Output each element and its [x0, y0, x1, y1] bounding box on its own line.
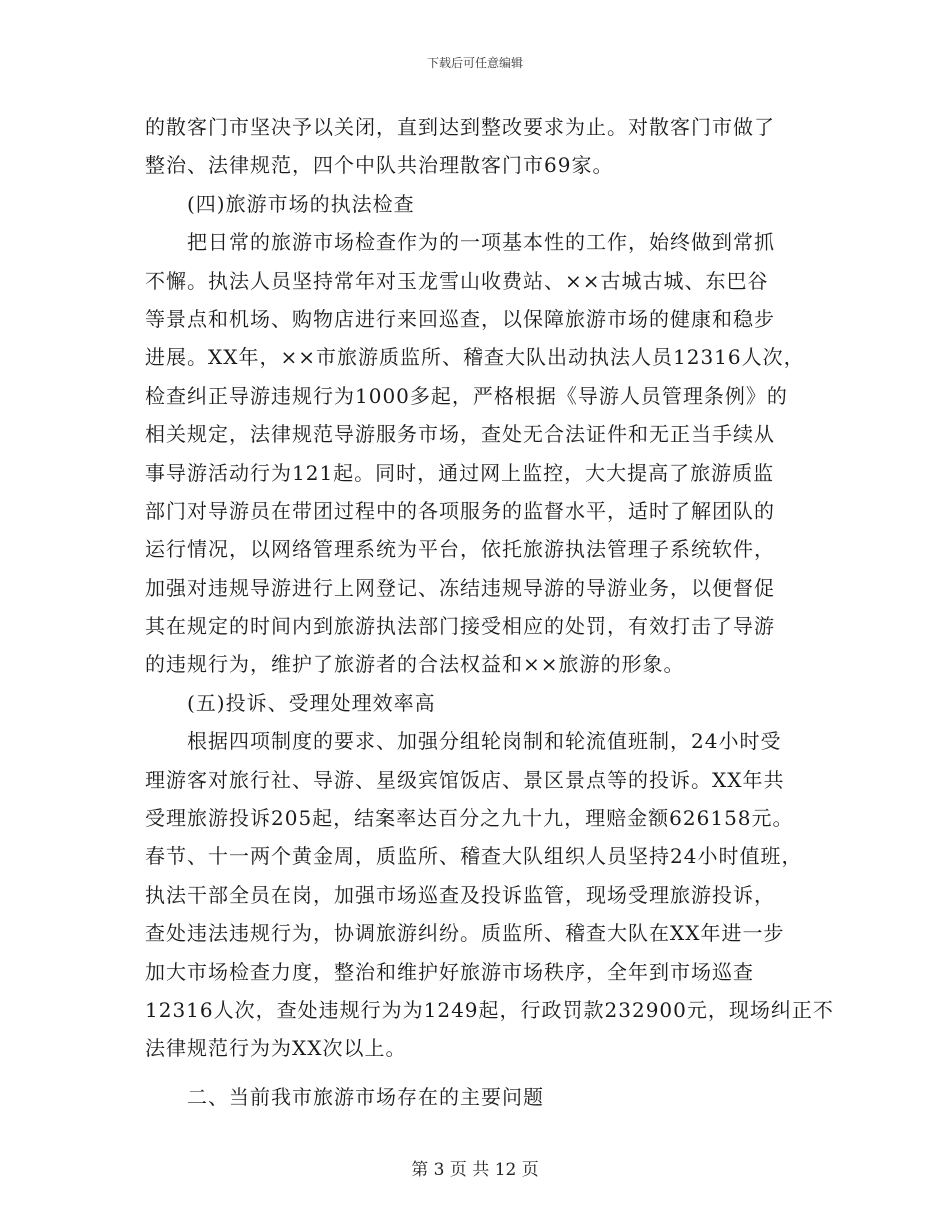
page-header-note: 下载后可任意编辑 — [426, 56, 523, 70]
section-heading-5: (五)投诉、受理处理效率高 — [187, 690, 436, 715]
current-page-number: 3 — [433, 1160, 445, 1180]
body-line: 相关规定，法律规范导游服务市场，查处无合法证件和无正当手续从 — [145, 422, 775, 447]
body-line: 春节、十一两个黄金周，质监所、稽查大队组织人员坚持24小时值班， — [145, 844, 803, 869]
body-line: 部门对导游员在带团过程中的各项服务的监督水平，适时了解团队的 — [145, 498, 775, 523]
body-line: 加强对违规导游进行上网登记、冻结违规导游的导游业务，以便督促 — [145, 575, 775, 600]
body-line: 的违规行为，维护了旅游者的合法权益和××旅游的形象。 — [145, 652, 685, 677]
body-line: 把日常的旅游市场检查作为的一项基本性的工作，始终做到常抓 — [187, 230, 775, 255]
page-label-mid: 页 共 — [449, 1160, 490, 1180]
section-heading-4: (四)旅游市场的执法检查 — [187, 191, 415, 216]
body-line: 根据四项制度的要求、加强分组轮岗制和轮流值班制，24小时受 — [187, 729, 782, 754]
page-label-prefix: 第 — [411, 1160, 429, 1180]
body-line: 等景点和机场、购物店进行来回巡查，以保障旅游市场的健康和稳步 — [145, 306, 775, 331]
total-pages-number: 12 — [494, 1160, 517, 1180]
body-line: 查处违法违规行为，协调旅游纠纷。质监所、稽查大队在XX年进一步 — [145, 921, 785, 946]
document-body — [145, 108, 834, 1116]
body-line: 进展。XX年，××市旅游质监所、稽查大队出动执法人员12316人次， — [145, 345, 805, 370]
body-line: 受理旅游投诉205起，结案率达百分之九十九，理赔金额626158元。 — [145, 806, 794, 831]
body-line: 检查纠正导游违规行为1000多起，严格根据《导游人员管理条例》的 — [145, 383, 788, 408]
body-line: 法律规范行为为XX次以上。 — [145, 1036, 407, 1061]
body-line: 执法干部全员在岗，加强市场巡查及投诉监管，现场受理旅游投诉， — [145, 882, 775, 907]
body-line: 不懈。执法人员坚持常年对玉龙雪山收费站、××古城古城、东巴谷 — [145, 268, 769, 293]
body-line: 的散客门市坚决予以关闭，直到达到整改要求为止。对散客门市做了 — [145, 115, 775, 139]
body-line: 12316人次，查处违规行为为1249起，行政罚款232900元，现场纠正不 — [145, 997, 834, 1022]
body-line: 其在规定的时间内到旅游执法部门接受相应的处罚，有效打击了导游 — [145, 614, 775, 639]
page-label-suffix: 页 — [521, 1160, 539, 1180]
body-line: 运行情况，以网络管理系统为平台，依托旅游执法管理子系统软件， — [145, 537, 775, 562]
body-line: 理游客对旅行社、导游、星级宾馆饭店、景区景点等的投诉。XX年共 — [145, 767, 785, 792]
body-line: 整治、法律规范，四个中队共治理散客门市69家。 — [145, 153, 614, 178]
section-heading-2: 二、当前我市旅游市场存在的主要问题 — [187, 1084, 544, 1109]
page-footer — [0, 1155, 950, 1180]
body-line: 事导游活动行为121起。同时，通过网上监控，大大提高了旅游质监 — [145, 460, 775, 485]
body-line: 加大市场检查力度，整治和维护好旅游市场秩序，全年到市场巡查 — [145, 959, 754, 984]
